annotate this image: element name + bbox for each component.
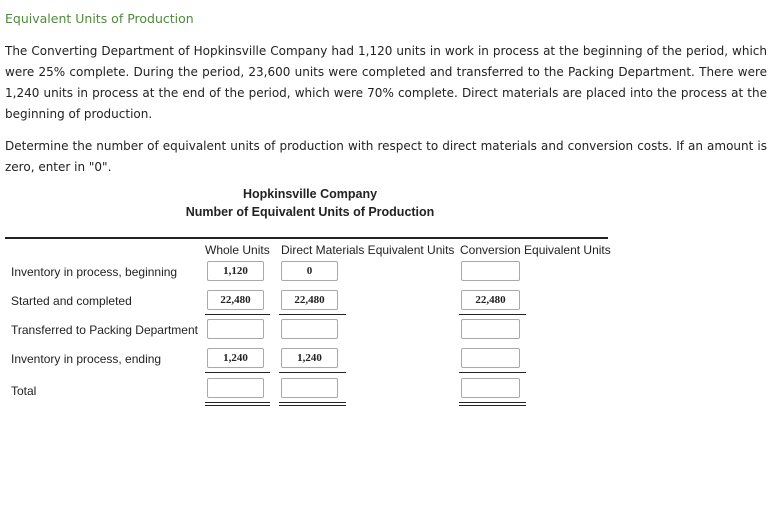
- whole-units-inventory-beginning-input[interactable]: 1,120: [207, 261, 264, 281]
- whole-units-total-input[interactable]: [207, 378, 264, 398]
- whole-units-started-completed-input[interactable]: 22,480: [207, 290, 264, 310]
- conversion-units-total-input[interactable]: [461, 378, 520, 398]
- whole-units-inventory-ending-input[interactable]: 1,240: [207, 348, 264, 368]
- row-label-inventory-beginning: Inventory in process, beginning: [11, 265, 178, 279]
- conversion-units-transferred-input[interactable]: [461, 319, 520, 339]
- row-label-inventory-ending: Inventory in process, ending: [11, 352, 162, 366]
- row-label-total: Total: [11, 384, 37, 398]
- problem-description: The Converting Department of Hopkinsville Company had 1,120 units in work in process at the beginning of the period, which were 25% complete. During the period, 23,600 units were completed and transferred to the Packing Department. There were 1,240 units in process at the end of the period, which were 70% complete. Direct materials are placed into the process at the beginning of production.: [5, 44, 767, 121]
- dm-units-total-input[interactable]: [281, 378, 338, 398]
- whole-units-subtotal-rule: [205, 314, 270, 315]
- page-heading: Equivalent Units of Production: [5, 11, 194, 26]
- row-label-transferred: Transferred to Packing Department: [11, 323, 198, 337]
- column-header-whole-units: Whole Units: [205, 243, 270, 257]
- conversion-units-total-double-rule: [459, 402, 526, 406]
- conversion-units-subtotal-rule: [459, 314, 526, 315]
- row-label-started-completed: Started and completed: [11, 294, 132, 308]
- company-name: Hopkinsville Company: [242, 187, 378, 201]
- conversion-units-started-completed-input[interactable]: 22,480: [461, 290, 520, 310]
- dm-units-started-completed-input[interactable]: 22,480: [281, 290, 338, 310]
- conversion-units-total-rule: [459, 372, 526, 373]
- dm-units-total-double-rule: [279, 402, 346, 406]
- dm-units-inventory-ending-input[interactable]: 1,240: [281, 348, 338, 368]
- column-header-conversion: Conversion Equivalent Units: [460, 243, 611, 257]
- conversion-units-inventory-beginning-input[interactable]: [461, 261, 520, 281]
- problem-instructions: Determine the number of equivalent units of production with respect to direct materials and conversion costs. If an amount is zero, enter in "0".: [5, 139, 767, 174]
- table-title: Number of Equivalent Units of Production: [185, 205, 435, 219]
- table-top-rule: [5, 237, 608, 239]
- dm-units-transferred-input[interactable]: [281, 319, 338, 339]
- dm-units-inventory-beginning-input[interactable]: 0: [281, 261, 338, 281]
- dm-units-total-rule: [279, 372, 346, 373]
- conversion-units-inventory-ending-input[interactable]: [461, 348, 520, 368]
- whole-units-total-rule: [205, 372, 270, 373]
- column-header-direct-materials: Direct Materials Equivalent Units: [281, 243, 455, 257]
- whole-units-transferred-input[interactable]: [207, 319, 264, 339]
- whole-units-total-double-rule: [205, 402, 270, 406]
- dm-units-subtotal-rule: [279, 314, 346, 315]
